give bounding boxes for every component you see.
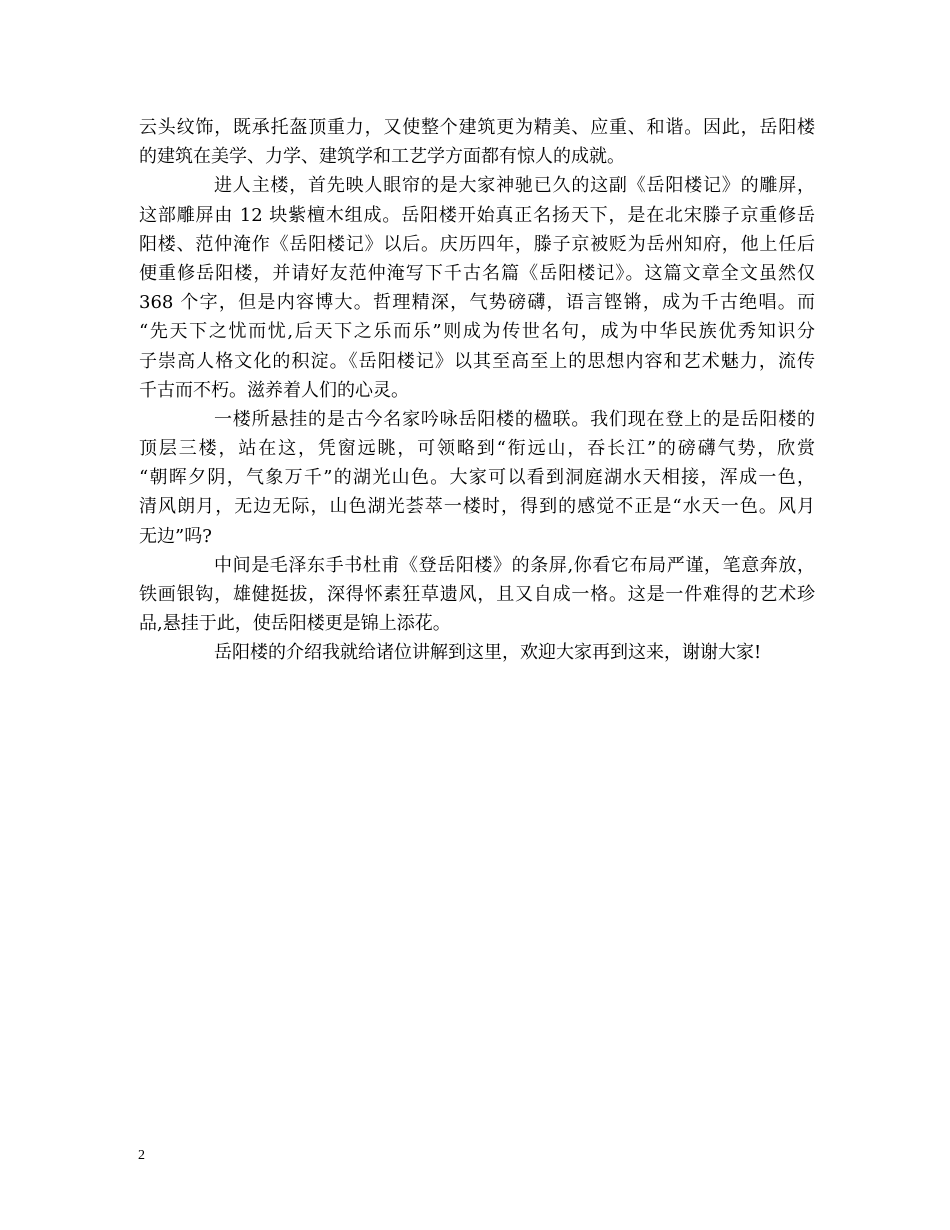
text-line: 中间是毛泽东手书杜甫《登岳阳楼》的条屏,你看它布局严谨，笔意奔放， [214, 554, 815, 576]
text-line: 铁画银钩，雄健挺拔，深得怀素狂草遗风，且又自成一格。这是一件难得的艺术珍 [139, 584, 815, 605]
page-number: 2 [138, 1148, 145, 1163]
text-line: 清风朗月，无边无际，山色湖光荟萃一楼时，得到的感觉不正是“水天一色。风月 [139, 496, 815, 518]
text-line: 岳阳楼的介绍我就给诸位讲解到这里，欢迎大家再到这来，谢谢大家! [214, 642, 762, 664]
text-line: 便重修岳阳楼，并请好友范仲淹写下千古名篇《岳阳楼记》。这篇文章全文虽然仅 [139, 262, 815, 284]
text-line: 无边”吗? [139, 525, 212, 547]
text-line: 的建筑在美学、力学、建筑学和工艺学方面都有惊人的成就。 [139, 146, 625, 168]
text-line: “先天下之忧而忧,后天下之乐而乐”则成为传世名句，成为中华民族优秀知识分 [139, 321, 815, 343]
text-line: 进人主楼，首先映人眼帘的是大家神驰已久的这副《岳阳楼记》的雕屏， [214, 175, 815, 197]
text-line: 云头纹饰，既承托盔顶重力，又使整个建筑更为精美、应重、和谐。因此，岳阳楼 [139, 117, 815, 138]
text-line: 368 个字，但是内容博大。哲理精深，气势磅礴，语言铿锵，成为千古绝唱。而 [139, 292, 815, 314]
text-line: 千古而不朽。滋养着人们的心灵。 [139, 379, 409, 401]
text-line: “朝晖夕阴，气象万千”的湖光山色。大家可以看到洞庭湖水天相接，浑成一色， [139, 467, 815, 489]
text-line: 这部雕屏由 12 块紫檀木组成。岳阳楼开始真正名扬天下，是在北宋滕子京重修岳 [139, 204, 815, 226]
body-text [139, 113, 815, 668]
text-line: 顶层三楼，站在这，凭窗远眺，可领略到“衔远山，吞长江”的磅礴气势，欣赏 [139, 438, 815, 460]
text-line: 阳楼、范仲淹作《岳阳楼记》以后。庆历四年，滕子京被贬为岳州知府，他上任后 [139, 233, 815, 255]
text-line: 子崇高人格文化的积淀。《岳阳楼记》以其至高至上的思想内容和艺术魅力，流传 [139, 350, 815, 372]
text-line: 一楼所悬挂的是古今名家吟咏岳阳楼的楹联。我们现在登上的是岳阳楼的 [214, 408, 815, 430]
text-line: 品,悬挂于此，使岳阳楼更是锦上添花。 [139, 613, 451, 635]
